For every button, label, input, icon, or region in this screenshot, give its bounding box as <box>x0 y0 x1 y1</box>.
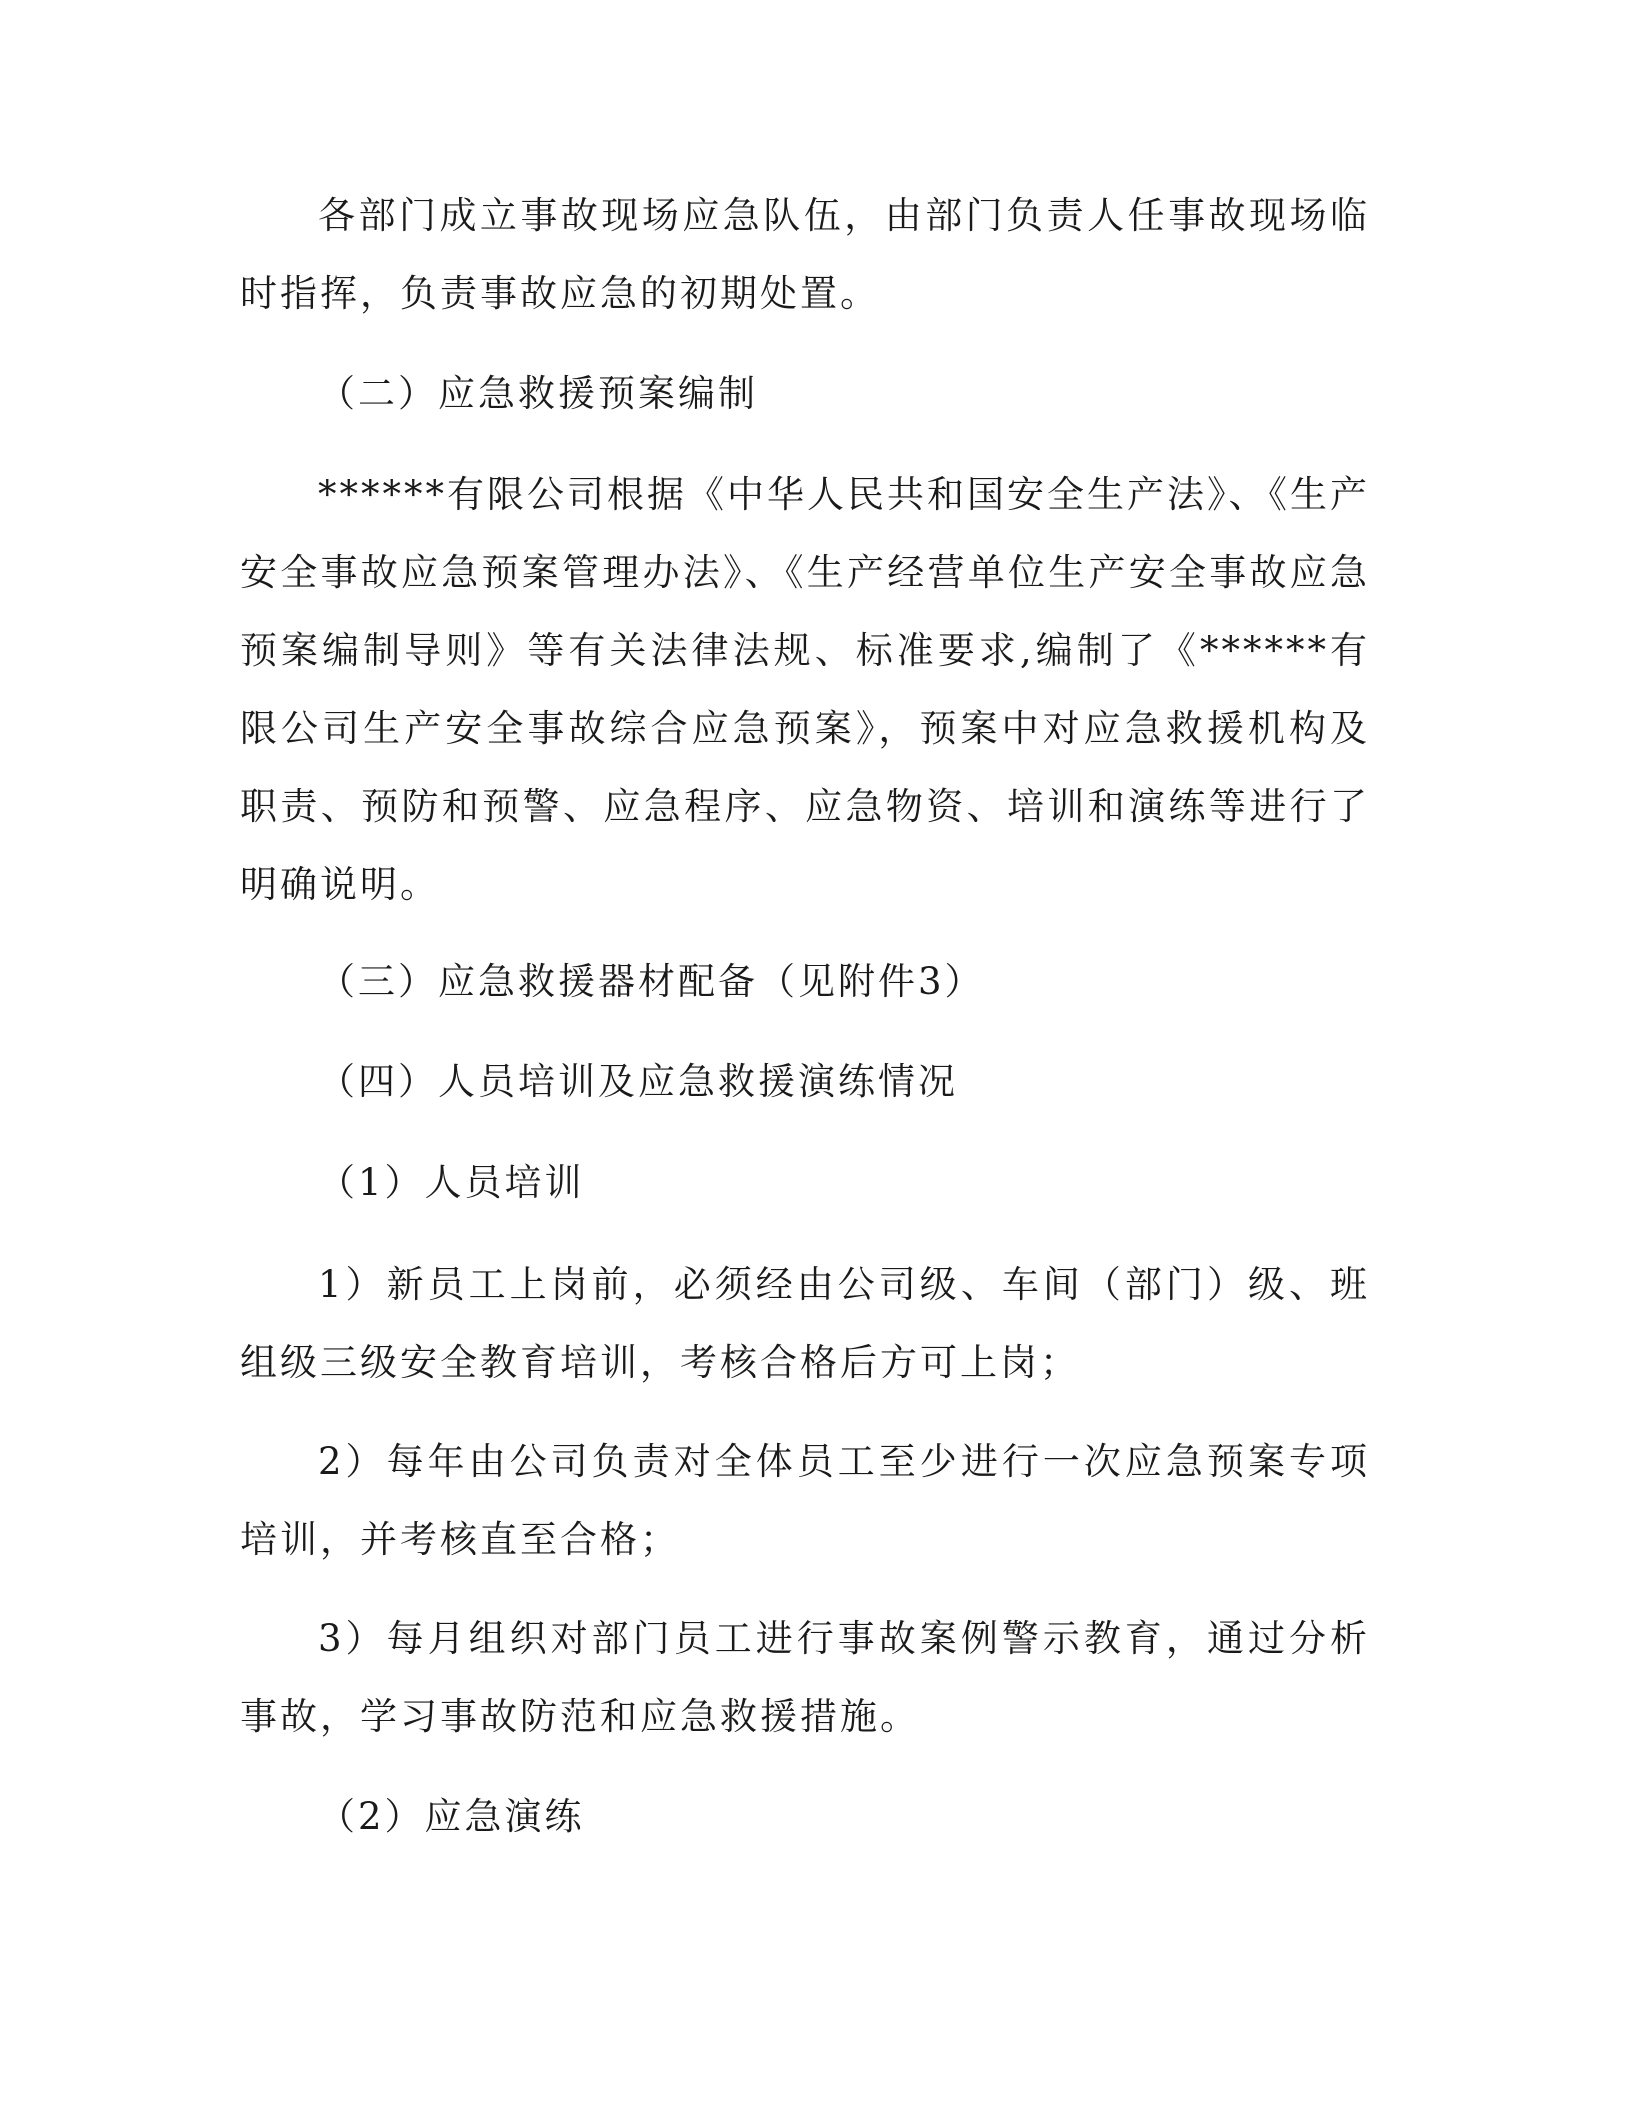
heading-plan-preparation: （二）应急救援预案编制 <box>318 372 758 415</box>
paragraph-emergency-team: 各部门成立事故现场应急队伍，由部门负责人任事故现场临时指挥，负责事故应急的初期处置。 <box>240 194 1370 315</box>
subheading-emergency-drill: （2）应急演练 <box>318 1795 585 1838</box>
subheading-staff-training: （1）人员培训 <box>318 1161 585 1204</box>
paragraph-training-item-2: 2）每年由公司负责对全体员工至少进行一次应急预案专项培训，并考核直至合格； <box>240 1440 1370 1561</box>
paragraph-plan-description: ******有限公司根据《中华人民共和国安全生产法》、《生产安全事故应急预案管理办法》、《生产经营单位生产安全事故应急预案编制导则》等有关法律法规、标准要求,编制了《******有限公司生产安全事故综合应急预案》，预案中对应急救援机构及职责、预防和预警、应急程序、应急物资、培训和演练等进行了明确说明。 <box>240 473 1370 906</box>
heading-training-drills: （四）人员培训及应急救援演练情况 <box>318 1060 958 1103</box>
heading-equipment: （三）应急救援器材配备（见附件3） <box>318 960 985 1003</box>
paragraph-training-item-1: 1）新员工上岗前，必须经由公司级、车间（部门）级、班组级三级安全教育培训，考核合格后方可上岗； <box>240 1263 1370 1384</box>
paragraph-training-item-3: 3）每月组织对部门员工进行事故案例警示教育，通过分析事故，学习事故防范和应急救援措施。 <box>240 1617 1370 1738</box>
